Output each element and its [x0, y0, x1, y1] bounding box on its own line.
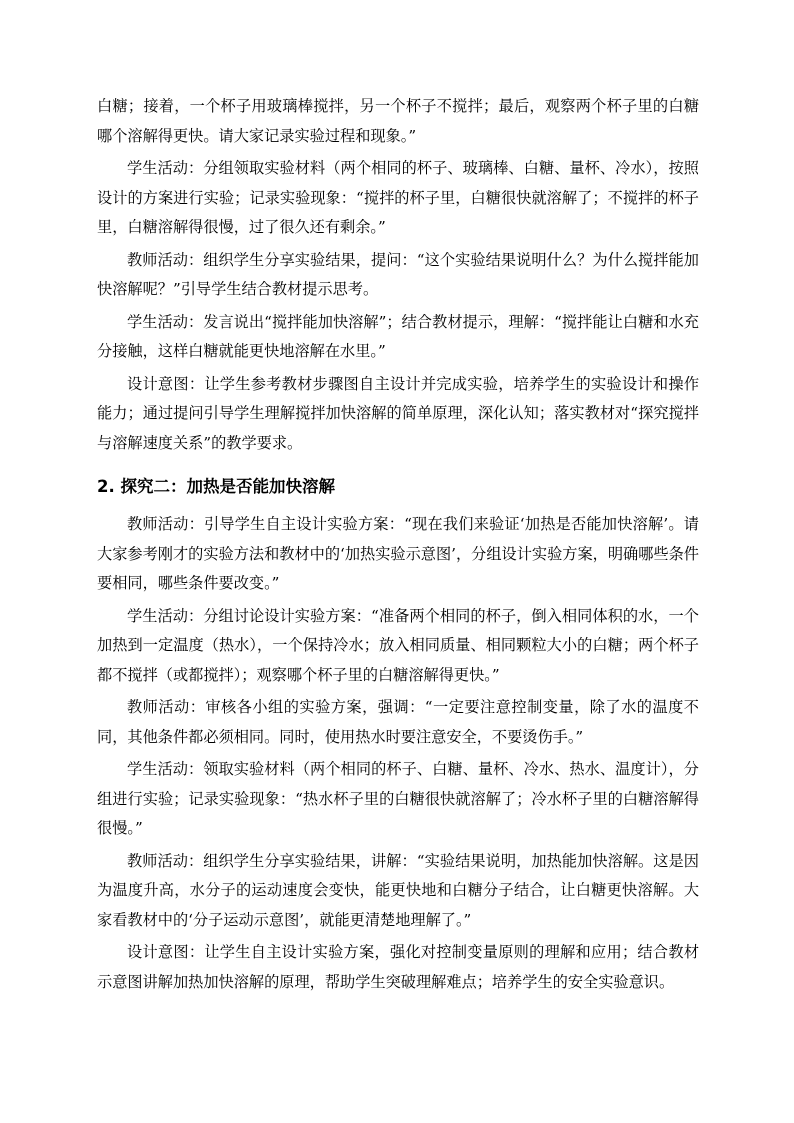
paragraph-teacher-activity-stirring-discussion: 教师活动：组织学生分享实验结果，提问：“这个实验结果说明什么？为什么搅拌能加快溶解呢？”引导学生结合教材提示思考。: [97, 250, 699, 298]
paragraph-student-activity-stirring: 学生活动：分组领取实验材料（两个相同的杯子、玻璃棒、白糖、量杯、冷水），按照设计的方案进行实验；记录实验现象：“搅拌的杯子里，白糖很快就溶解了；不搅拌的杯子里，白糖溶解得很慢，过了很久还有剩余。”: [97, 159, 699, 236]
document-page: [97, 92, 699, 1000]
paragraph-teacher-activity-heating-design: 教师活动：引导学生自主设计实验方案：“现在我们来验证‘加热是否能加快溶解’。请大家参考刚才的实验方法和教材中的‘加热实验示意图’，分组设计实验方案，明确哪些条件要相同，哪些条件要改变。”: [97, 515, 699, 592]
paragraph-design-intent-stirring: 设计意图：让学生参考教材步骤图自主设计并完成实验，培养学生的实验设计和操作能力；通过提问引导学生理解搅拌加快溶解的简单原理，深化认知；落实教材对“探究搅拌与溶解速度关系”的教学要求。: [97, 374, 699, 452]
paragraph-student-activity-stirring-conclusion: 学生活动：发言说出“搅拌能加快溶解”；结合教材提示，理解：“搅拌能让白糖和水充分接触，这样白糖就能更快地溶解在水里。”: [97, 312, 699, 360]
paragraph-teacher-activity-heating-review: 教师活动：审核各小组的实验方案，强调：“一定要注意控制变量，除了水的温度不同，其他条件都必须相同。同时，使用热水时要注意安全，不要烫伤手。”: [97, 698, 699, 746]
section-heading-heating: 2. 探究二：加热是否能加快溶解: [97, 477, 335, 496]
paragraph-student-activity-heating-plan: 学生活动：分组讨论设计实验方案：“准备两个相同的杯子，倒入相同体积的水，一个加热到一定温度（热水），一个保持冷水；放入相同质量、相同颗粒大小的白糖；两个杯子都不搅拌（或都搅拌）；观察哪个杯子里的白糖溶解得更快。”: [97, 606, 699, 684]
paragraph-design-intent-heating: 设计意图：让学生自主设计实验方案，强化对控制变量原则的理解和应用；结合教材示意图讲解加热加快溶解的原理，帮助学生突破理解难点；培养学生的安全实验意识。: [97, 943, 699, 991]
paragraph-continued-teacher-instruction: 白糖；接着，一个杯子用玻璃棒搅拌，另一个杯子不搅拌；最后，观察两个杯子里的白糖哪个溶解得更快。请大家记录实验过程和现象。”: [97, 97, 699, 145]
paragraph-teacher-activity-heating-explanation: 教师活动：组织学生分享实验结果，讲解：“实验结果说明，加热能加快溶解。这是因为温度升高，水分子的运动速度会变快，能更快地和白糖分子结合，让白糖更快溶解。大家看教材中的‘分子运动示意图’，就能更清楚地理解了。”: [97, 851, 699, 929]
paragraph-student-activity-heating-experiment: 学生活动：领取实验材料（两个相同的杯子、白糖、量杯、冷水、热水、温度计），分组进行实验；记录实验现象：“热水杯子里的白糖很快就溶解了；冷水杯子里的白糖溶解得很慢。”: [97, 760, 699, 837]
